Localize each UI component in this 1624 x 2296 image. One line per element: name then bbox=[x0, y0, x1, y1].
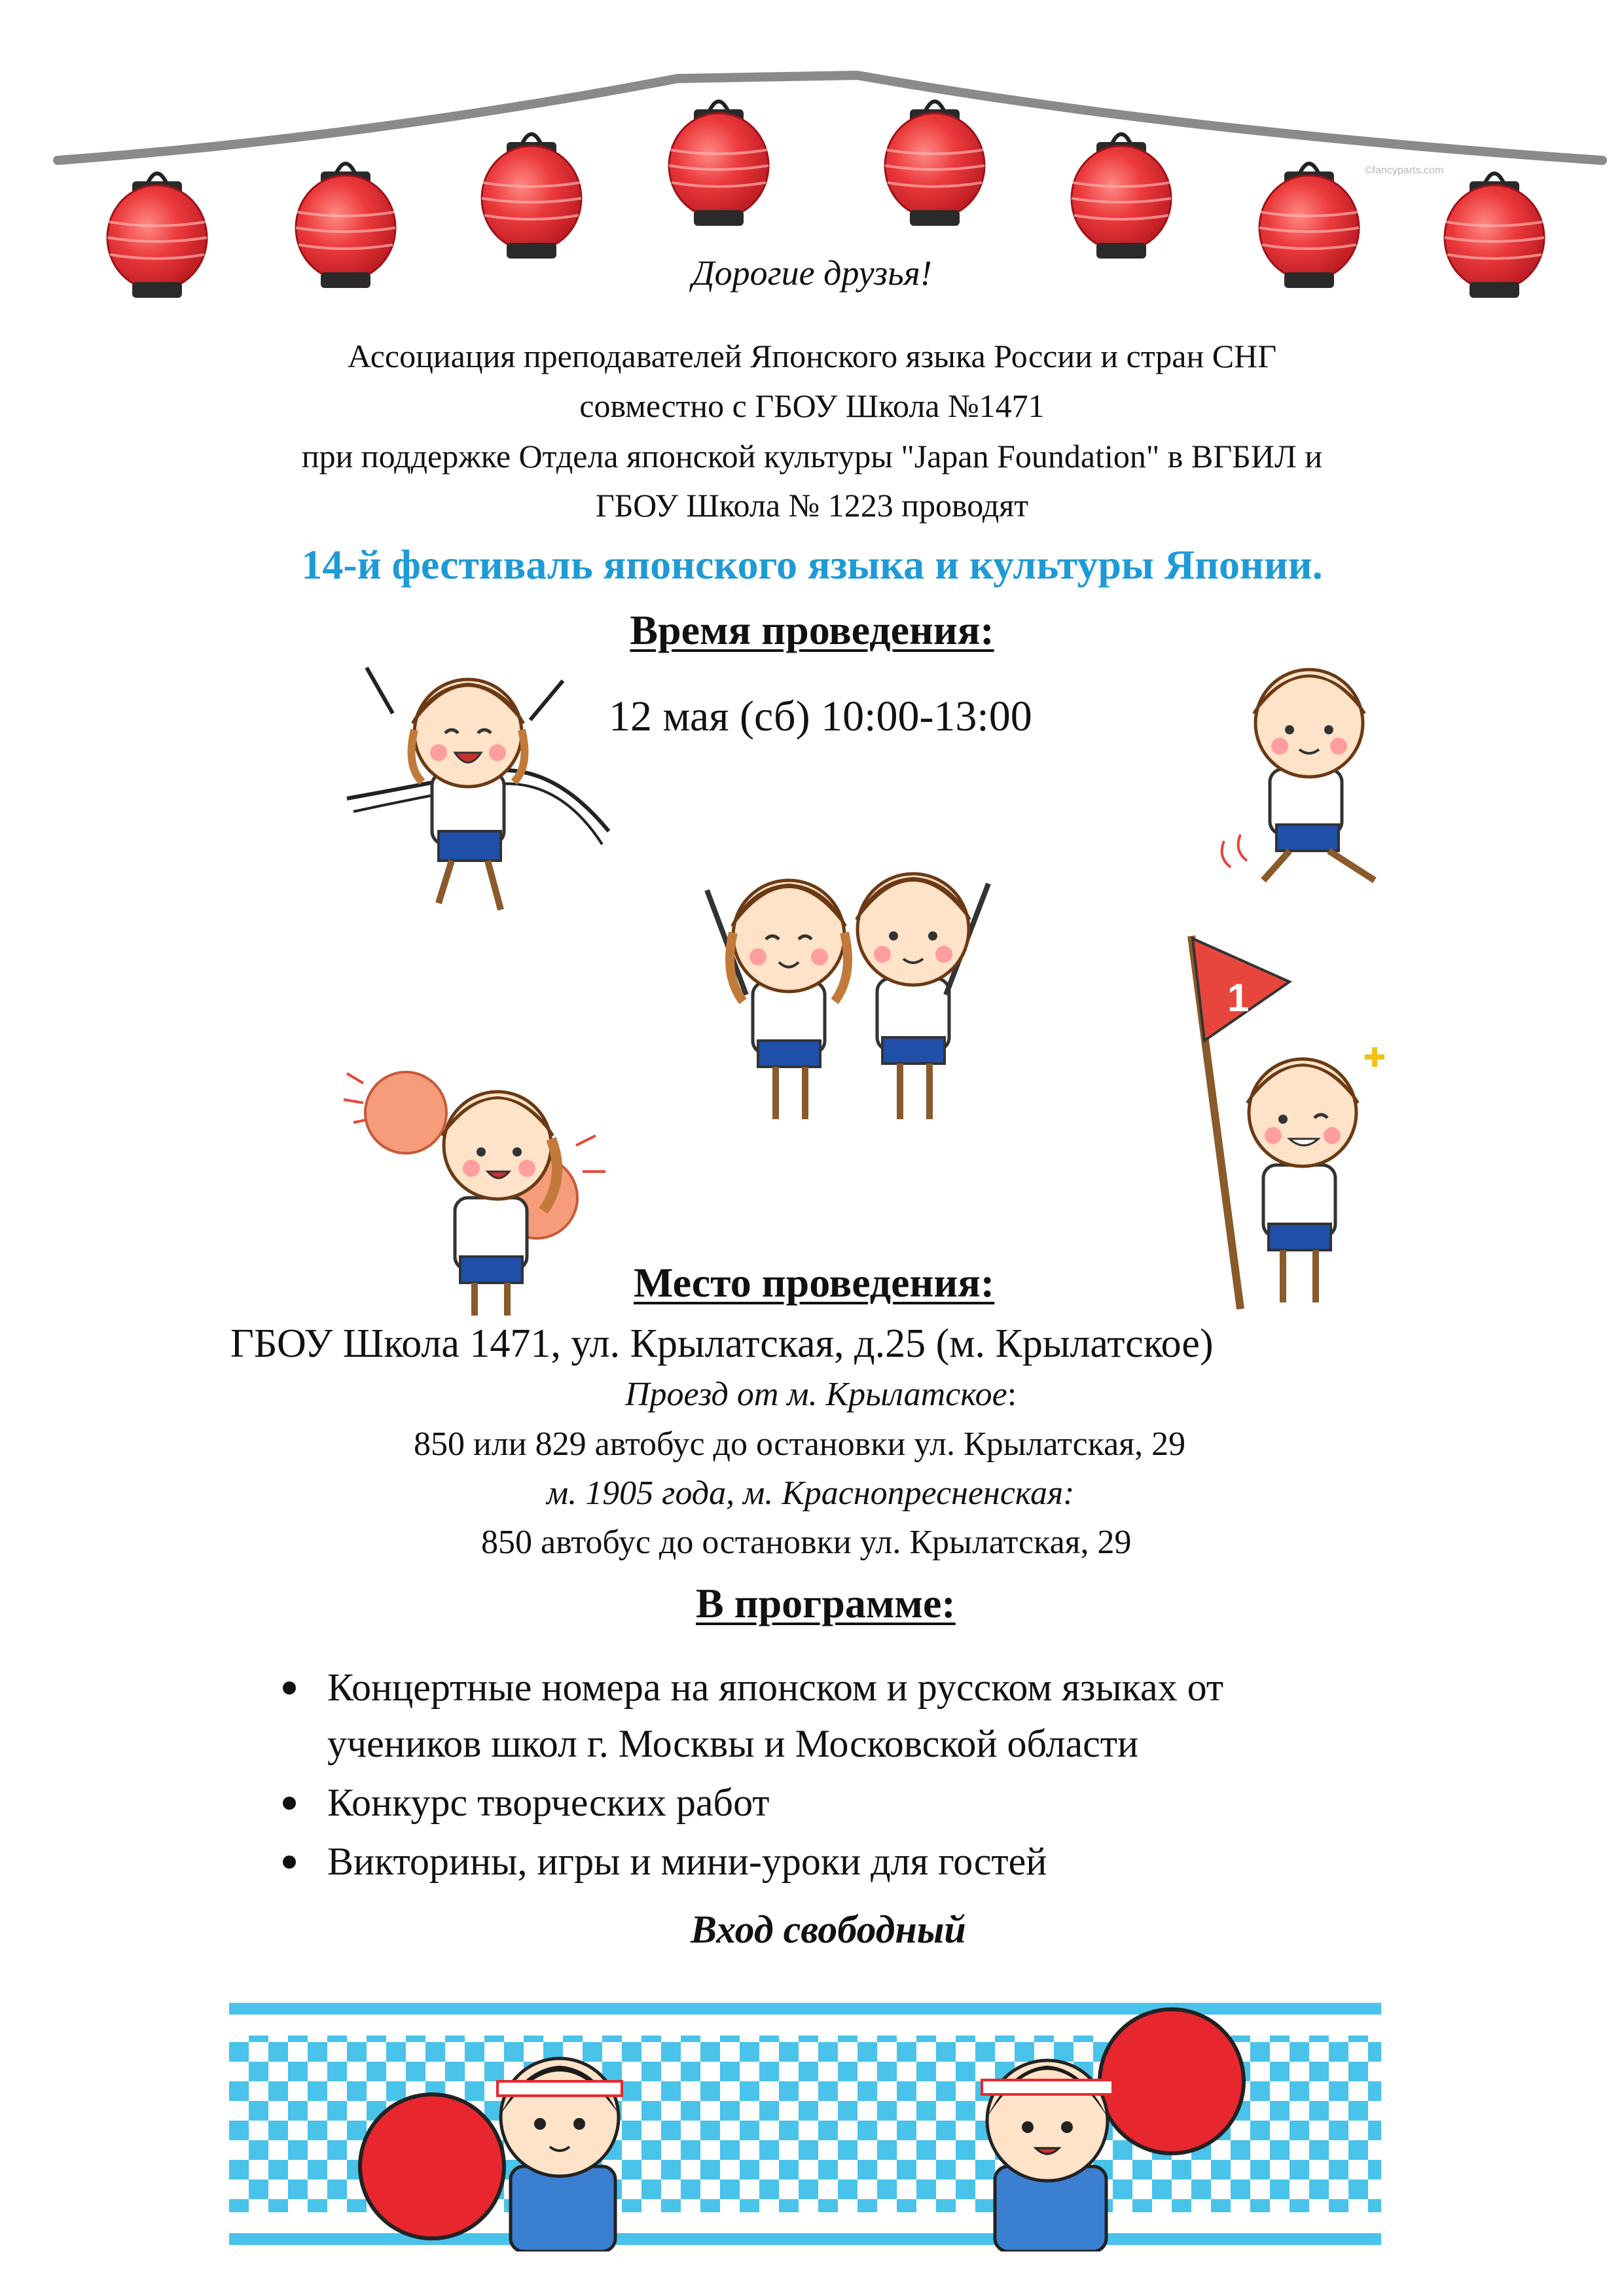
place-address: ГБОУ Школа 1471, ул. Крылатская, д.25 (м. Крылатское) bbox=[230, 1321, 1214, 1366]
place-heading: Место проведения: bbox=[634, 1259, 995, 1306]
program-item-2-line-1: Конкурс творческих работ bbox=[327, 1781, 770, 1824]
intro-line-4: ГБОУ Школа № 1223 проводят bbox=[595, 487, 1029, 524]
program-item-1-line-2: учеников школ г. Москвы и Московской области bbox=[327, 1722, 1139, 1765]
lantern-5 bbox=[885, 101, 984, 226]
program-item-3-line-1: Викторины, игры и мини-уроки для гостей bbox=[327, 1840, 1047, 1883]
bullet-icon bbox=[283, 1681, 296, 1695]
route-1-label-line bbox=[625, 1369, 1017, 1420]
lantern-4 bbox=[669, 101, 768, 226]
two-kids-illustration bbox=[681, 831, 1015, 1132]
bullet-icon bbox=[283, 1856, 296, 1869]
route-1-colon: : bbox=[1007, 1376, 1017, 1413]
lantern-3 bbox=[482, 134, 581, 259]
program-heading: В программе: bbox=[696, 1580, 956, 1626]
watermark: ©fancyparts.com bbox=[1365, 165, 1444, 176]
program-item-3 bbox=[268, 1833, 1381, 1890]
intro-line-1: Ассоциация преподавателей Японского языка России и стран СНГ bbox=[347, 338, 1277, 374]
flag-kid-illustration bbox=[1178, 929, 1414, 1322]
program-item-2 bbox=[268, 1774, 1381, 1831]
festival-title: 14-й фестиваль японского языка и культуры Японии. bbox=[301, 541, 1323, 588]
stretching-kid-illustration bbox=[1204, 638, 1414, 893]
lantern-6 bbox=[1072, 134, 1171, 259]
intro-line-2: совместно с ГБОУ Школа №1471 bbox=[579, 387, 1045, 424]
route-1-label: Проезд от м. Крылатское bbox=[625, 1376, 1007, 1413]
greeting: Дорогие друзья! bbox=[692, 253, 932, 293]
festival-banner bbox=[229, 2003, 1381, 2251]
time-value: 12 мая (сб) 10:00-13:00 bbox=[609, 692, 1032, 740]
program-list bbox=[268, 1659, 1381, 1892]
running-kid-illustration bbox=[340, 641, 615, 916]
bullet-icon bbox=[283, 1797, 296, 1810]
program-item-1-line-1: Концертные номера на японском и русском языках от bbox=[327, 1666, 1224, 1709]
flag-number: 1 bbox=[1227, 976, 1250, 1020]
program-item-1 bbox=[268, 1659, 1381, 1772]
route-2-label: м. 1905 года, м. Краснопресненская: bbox=[547, 1475, 1075, 1512]
time-heading: Время проведения: bbox=[630, 607, 994, 653]
entry-free: Вход свободный bbox=[691, 1908, 966, 1951]
intro-line-3: при поддержке Отдела японской культуры "Japan Foundation" в ВГБИЛ и bbox=[301, 438, 1323, 475]
route-2-text: 850 автобус до остановки ул. Крылатская, 29 bbox=[481, 1524, 1132, 1561]
route-1-text: 850 или 829 автобус до остановки ул. Крылатская, 29 bbox=[414, 1426, 1186, 1463]
cheerleader-kid-illustration bbox=[340, 1047, 615, 1322]
